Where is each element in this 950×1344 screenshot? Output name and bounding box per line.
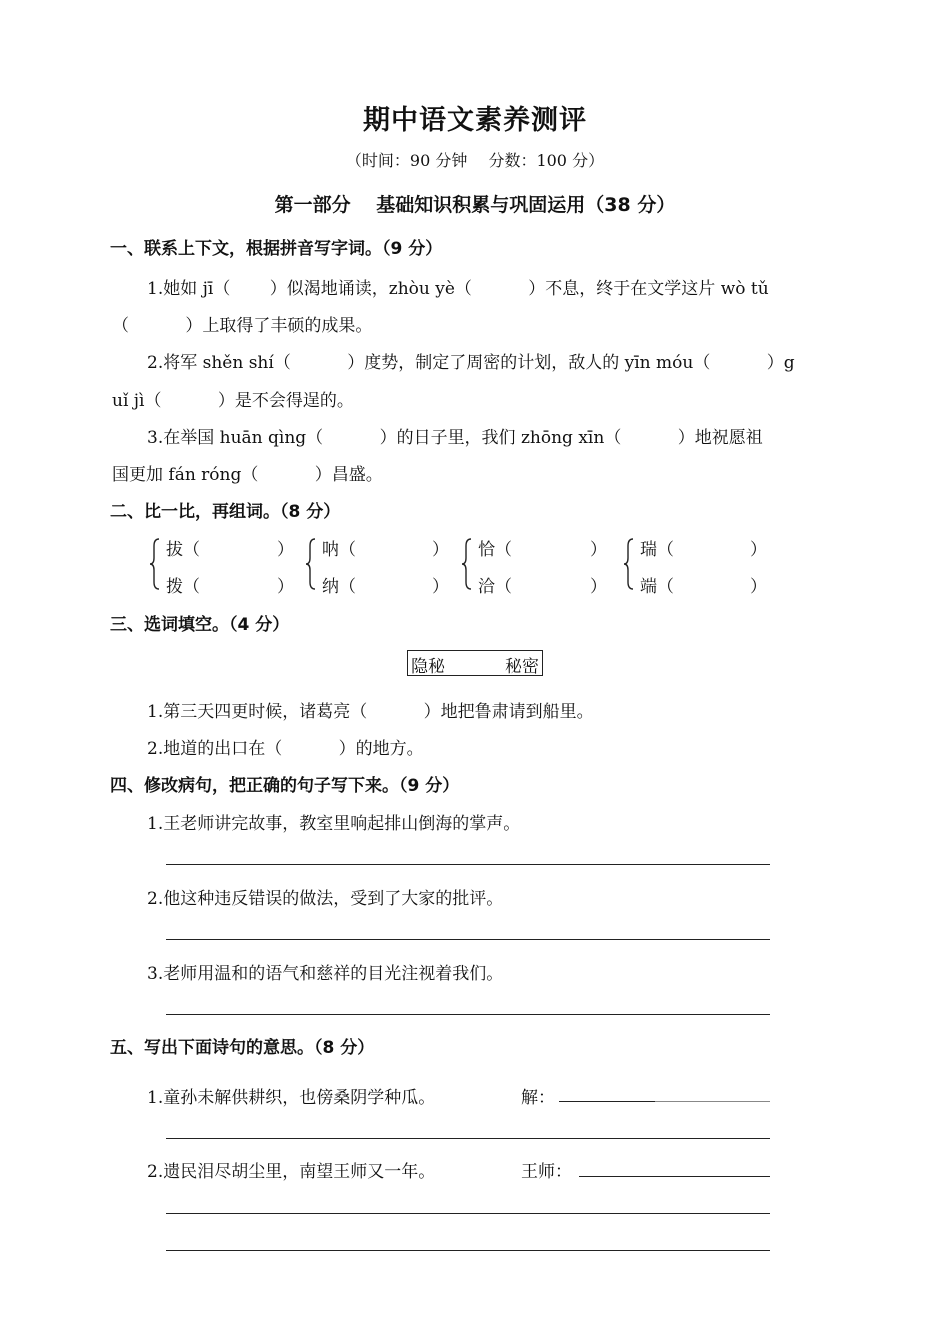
question-text-line: 1.她如 jī（ ）似渴地诵读，zhòu yè（ ）不息，终于在文学这片 wò tǔ	[147, 279, 769, 299]
paren-close: ）	[277, 577, 294, 597]
answer-label: 王师：	[521, 1162, 572, 1182]
question-text-line: 1.第三天四更时候，诸葛亮（ ）地把鲁肃请到船里。	[147, 702, 594, 722]
answer-line[interactable]	[166, 1213, 770, 1214]
question-text-line: 3.在举国 huān qìng（ ）的日子里，我们 zhōng xīn（ ）地祝愿祖	[147, 428, 763, 448]
word-pair-bottom: 纳（	[322, 577, 356, 597]
answer-line[interactable]	[166, 1250, 770, 1251]
section-3-heading: 三、选词填空。（4 分）	[110, 615, 290, 635]
word-pair-bottom: 洽（	[478, 577, 512, 597]
answer-line[interactable]	[166, 939, 770, 940]
brace-icon	[306, 538, 314, 588]
word-pair-bottom: 端（	[640, 577, 674, 597]
answer-line[interactable]	[559, 1101, 655, 1102]
question-text-line: 国更加 fán róng（ ）昌盛。	[112, 465, 383, 485]
poem-line: 1.童孙未解供耕织，也傍桑阴学种瓜。	[147, 1088, 436, 1108]
page-title: 期中语文素养测评	[363, 105, 587, 136]
word-pair-bottom: 拨（	[166, 577, 200, 597]
section-4-heading: 四、修改病句，把正确的句子写下来。（9 分）	[110, 776, 460, 796]
section-5-heading: 五、写出下面诗句的意思。（8 分）	[110, 1038, 375, 1058]
answer-line[interactable]	[579, 1176, 770, 1177]
sentence-item: 1.王老师讲完故事，教室里响起排山倒海的掌声。	[147, 814, 521, 834]
word-option: 隐秘	[411, 657, 445, 677]
sentence-item: 3.老师用温和的语气和慈祥的目光注视着我们。	[147, 964, 504, 984]
section-2-heading: 二、比一比，再组词。（8 分）	[110, 502, 341, 522]
question-text-line: （ ）上取得了丰硕的成果。	[112, 316, 373, 336]
question-text-line: 2.地道的出口在（ ）的地方。	[147, 739, 424, 759]
word-option: 秘密	[505, 657, 539, 677]
paren-close: ）	[277, 540, 294, 560]
answer-line[interactable]	[166, 864, 770, 865]
paren-close: ）	[432, 540, 449, 560]
answer-line[interactable]	[166, 1014, 770, 1015]
paren-close: ）	[432, 577, 449, 597]
answer-label: 解：	[521, 1088, 555, 1108]
paren-close: ）	[750, 540, 767, 560]
brace-icon	[462, 538, 470, 588]
paren-close: ）	[590, 540, 607, 560]
word-pair-top: 恰（	[478, 540, 512, 560]
question-text-line: uǐ jì（ ）是不会得逞的。	[112, 391, 354, 411]
question-text-line: 2.将军 shěn shí（ ）度势，制定了周密的计划，敌人的 yīn móu（ ）g	[147, 353, 795, 373]
answer-line[interactable]	[166, 1138, 770, 1139]
answer-line[interactable]	[655, 1101, 770, 1102]
word-pair-top: 瑞（	[640, 540, 674, 560]
brace-icon	[150, 538, 158, 588]
exam-info: （时间：90 分钟 分数：100 分）	[345, 151, 605, 170]
poem-line: 2.遗民泪尽胡尘里，南望王师又一年。	[147, 1162, 436, 1182]
brace-icon	[624, 538, 632, 588]
sentence-item: 2.他这种违反错误的做法，受到了大家的批评。	[147, 889, 504, 909]
paren-close: ）	[590, 577, 607, 597]
part-title: 第一部分 基础知识积累与巩固运用（38 分）	[274, 194, 676, 216]
word-pair-top: 拔（	[166, 540, 200, 560]
word-pair-top: 呐（	[322, 540, 356, 560]
paren-close: ）	[750, 577, 767, 597]
section-1-heading: 一、联系上下文，根据拼音写字词。（9 分）	[110, 239, 443, 259]
word-choice-box	[407, 650, 543, 676]
